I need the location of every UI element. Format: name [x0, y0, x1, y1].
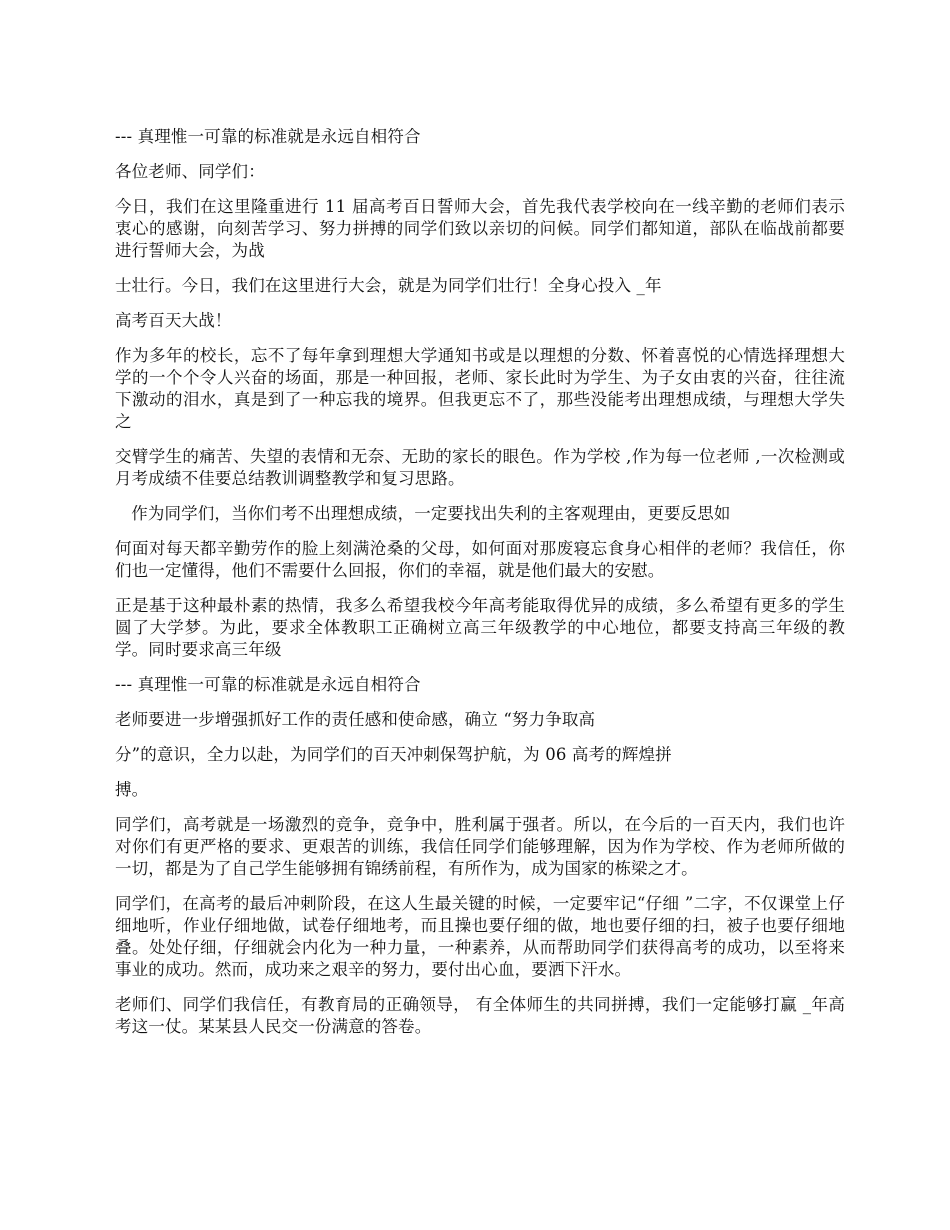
paragraph-fight: 搏。 [115, 780, 149, 799]
paragraph-competition: 同学们，高考就是一场激烈的竞争，竞争中，胜利属于强者。所以，在今后的一百天内，我们也许对你们有更严格的要求、更艰苦的训练，我信任同学们能够理解，因为作为学校、作为老师所做的一切，都是为了自己学生能够拥有锦绣前程，有所作为，成为国家的栋梁之才。 [115, 815, 845, 878]
paragraph-send-off: 士壮行。今日，我们在这里进行大会，就是为同学们壮行！全身心投入 _年 [115, 276, 662, 295]
motto-line-repeat: --- 真理惟一可靠的标准就是永远自相符合 [115, 675, 421, 694]
paragraph-full-effort: 分”的意识，全力以赴，为同学们的百天冲刺保驾护航，为 06 高考的辉煌拼 [115, 745, 672, 764]
paragraph-carefulness: 同学们，在高考的最后冲刺阶段，在这人生最关键的时候，一定要牢记“仔细 ”二字，不仅课堂上仔细地听，作业仔细地做，试卷仔细地考，而且操也要仔细的做，地也要仔细的扫，被子也要仔细地叠。处处仔细，仔细就会内化为一种力量，一种素养，从而帮助同学们获得高考的成功，以至将来事业的成功。然而，成功来之艰辛的努力，要付出心血，要洒下汗水。 [115, 894, 845, 979]
paragraph-hundred-days: 高考百天大战！ [115, 311, 232, 330]
paragraph-teachers-duty: 老师要进一步增强抓好工作的责任感和使命感，确立 “努力争取高 [115, 710, 596, 729]
document-page [115, 126, 845, 1051]
paragraph-missed-chance: 交臂学生的痛苦、失望的表情和无奈、无助的家长的眼色。作为学校 ,作为每一位老师 ,一次检测或月考成绩不佳要总结教训调整教学和复习思路。 [115, 447, 845, 488]
salutation: 各位老师、同学们： [115, 162, 265, 181]
paragraph-principal: 作为多年的校长，忘不了每年拿到理想大学通知书或是以理想的分数、怀着喜悦的心情选择理想大学的一个个令人兴奋的场面，那是一种回报，老师、家长此时为学生、为子女由衷的兴奋，往往流下激动的泪水，真是到了一种忘我的境界。但我更忘不了，那些没能考出理想成绩，与理想大学失之 [115, 346, 845, 431]
paragraph-opening: 今日，我们在这里隆重进行 11 届高考百日誓师大会，首先我代表学校向在一线辛勤的老师们表示衷心的感谢，向刻苦学习、努力拼搏的同学们致以亲切的问候。同学们都知道，部队在临战前都要进行誓师大会，为战 [115, 197, 845, 260]
paragraph-closing: 老师们、同学们我信任，有教育局的正确领导， 有全体师生的共同拼搏，我们一定能够打赢 _年高考这一仗。某某县人民交一份满意的答卷。 [115, 995, 845, 1036]
paragraph-students-reflect: 作为同学们，当你们考不出理想成绩，一定要找出失利的主客观理由，更要反思如 [115, 504, 731, 523]
motto-line: --- 真理惟一可靠的标准就是永远自相符合 [115, 127, 421, 146]
paragraph-parents-teachers: 何面对每天都辛勤劳作的脸上刻满沧桑的父母，如何面对那废寝忘食身心相伴的老师？我信任，你们也一定懂得，他们不需要什么回报，你们的幸福，就是他们最大的安慰。 [115, 539, 845, 580]
paragraph-hope: 正是基于这种最朴素的热情，我多么希望我校今年高考能取得优异的成绩，多么希望有更多的学生圆了大学梦。为此，要求全体教职工正确树立高三年级教学的中心地位，都要支持高三年级的教学。同时要求高三年级 [115, 596, 845, 659]
